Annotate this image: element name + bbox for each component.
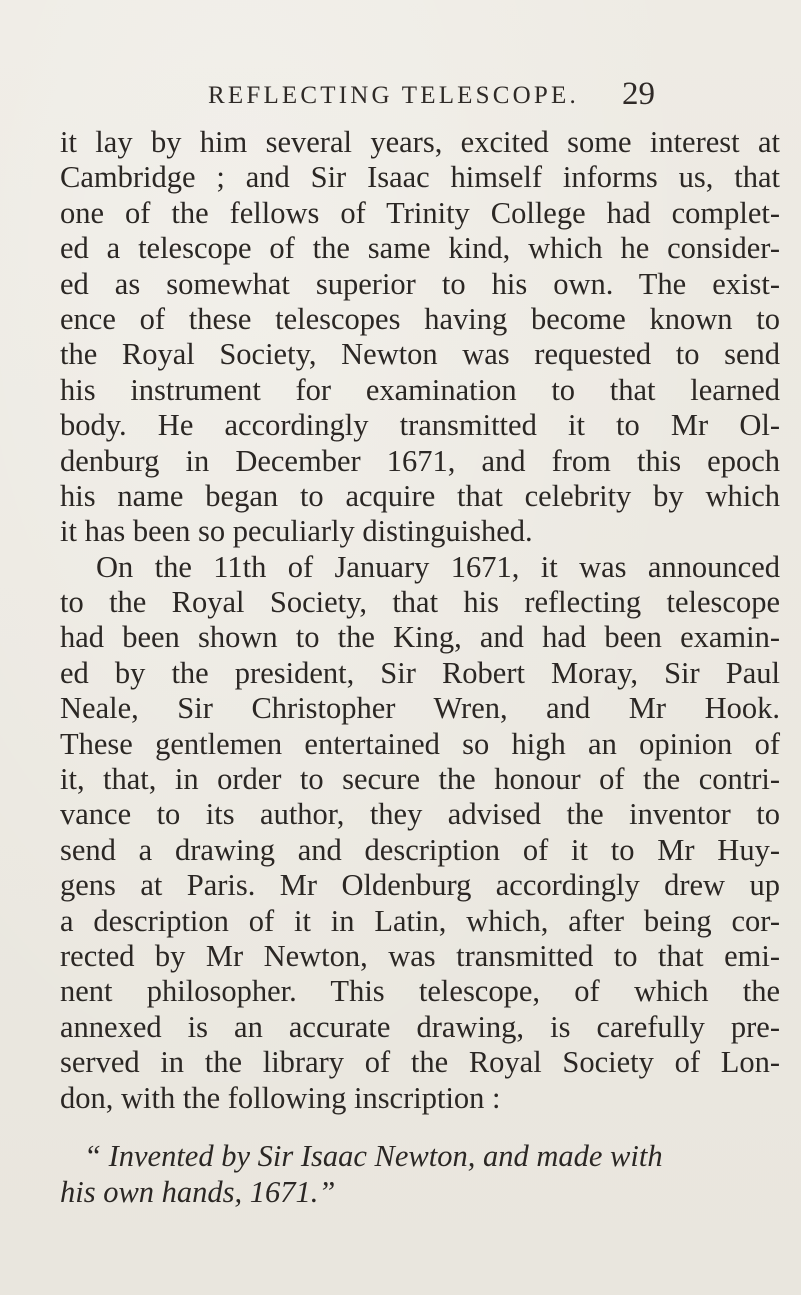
text-line: ence of these telescopes having become known to <box>60 301 780 336</box>
text-line: ed by the president, Sir Robert Moray, Sir Paul <box>60 655 780 690</box>
text-line: served in the library of the Royal Society of Lon- <box>60 1045 780 1080</box>
text-line: annexed is an accurate drawing, is carefully pre- <box>60 1009 780 1044</box>
body-text <box>60 125 780 1116</box>
text-line: gens at Paris. Mr Oldenburg accordingly drew up <box>60 868 780 903</box>
text-line: Neale, Sir Christopher Wren, and Mr Hook. <box>60 691 780 726</box>
text-line: Cambridge ; and Sir Isaac himself informs us, that <box>60 160 780 195</box>
text-line: denburg in December 1671, and from this epoch <box>60 443 780 478</box>
text-line: it lay by him several years, excited some interest at <box>60 125 780 159</box>
inscription-line: “ Invented by Sir Isaac Newton, and made with <box>84 1139 663 1173</box>
text-line: the Royal Society, Newton was requested to send <box>60 337 780 372</box>
text-line: send a drawing and description of it to Mr Huy- <box>60 832 780 867</box>
text-line: rected by Mr Newton, was transmitted to that emi- <box>60 938 780 973</box>
page-number: 29 <box>622 76 655 112</box>
text-line: it has been so peculiarly distinguished. <box>60 514 533 549</box>
text-line: his name began to acquire that celebrity by which <box>60 478 780 513</box>
text-line: vance to its author, they advised the inventor to <box>60 797 780 832</box>
text-line: to the Royal Society, that his reflecting telescope <box>60 585 780 620</box>
text-line-paragraph-start: On the 11th of January 1671, it was announced <box>96 549 780 584</box>
text-line: a description of it in Latin, which, after being cor- <box>60 903 780 938</box>
text-line: one of the fellows of Trinity College had complet- <box>60 195 780 230</box>
running-title: REFLECTING TELESCOPE. <box>208 82 579 109</box>
text-line: ed a telescope of the same kind, which he consider- <box>60 231 780 266</box>
text-line: his instrument for examination to that learned <box>60 372 780 407</box>
text-line: don, with the following inscription : <box>60 1080 501 1115</box>
inscription-line: his own hands, 1671.” <box>60 1175 336 1209</box>
text-line: These gentlemen entertained so high an opinion of <box>60 726 780 761</box>
text-line: nent philosopher. This telescope, of which the <box>60 974 780 1009</box>
text-line: ed as somewhat superior to his own. The exist- <box>60 266 780 301</box>
inscription-quote <box>60 1138 780 1210</box>
text-line: it, that, in order to secure the honour of the contri- <box>60 762 780 797</box>
running-head <box>0 76 801 113</box>
text-line: body. He accordingly transmitted it to Mr Ol- <box>60 408 780 443</box>
text-line: had been shown to the King, and had been examin- <box>60 620 780 655</box>
